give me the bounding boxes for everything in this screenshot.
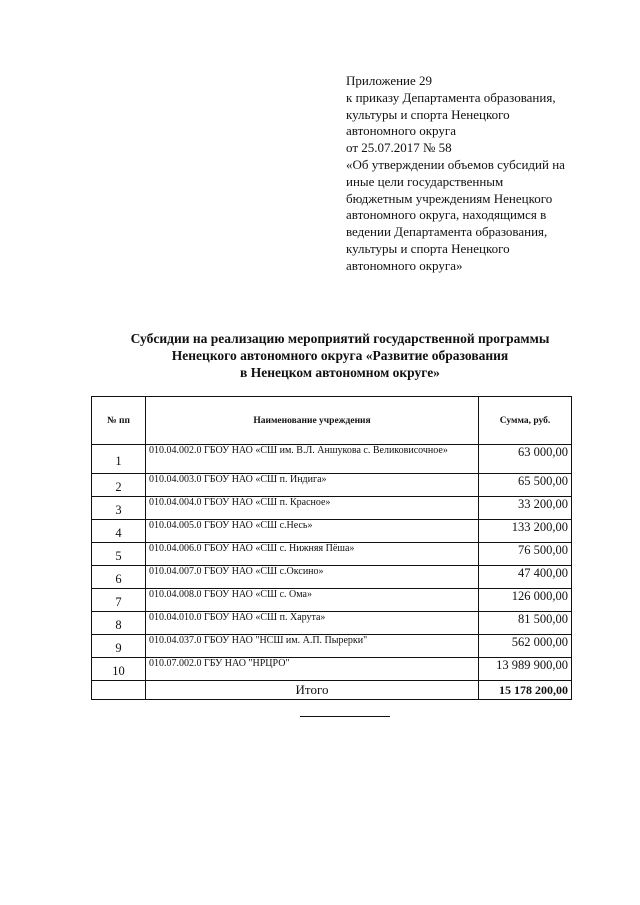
row-name: 010.04.006.0 ГБОУ НАО «СШ с. Нижняя Пёша»	[146, 543, 479, 566]
row-sum: 133 200,00	[479, 520, 572, 543]
appendix-line: к приказу Департамента образования,	[346, 89, 556, 105]
row-num: 9	[92, 635, 146, 658]
table-row	[92, 635, 572, 658]
table-row	[92, 520, 572, 543]
appendix-line: бюджетным учреждениям Ненецкого	[346, 190, 553, 206]
appendix-line: Приложение 29	[346, 73, 433, 88]
row-sum: 76 500,00	[479, 543, 572, 566]
appendix-block	[346, 73, 596, 275]
subsidies-table	[91, 396, 572, 700]
row-num: 8	[92, 612, 146, 635]
appendix-line: культуры и спорта Ненецкого	[346, 240, 510, 256]
row-sum: 81 500,00	[479, 612, 572, 635]
row-name: 010.07.002.0 ГБУ НАО "НРЦРО"	[146, 658, 479, 681]
row-sum: 33 200,00	[479, 497, 572, 520]
row-num: 4	[92, 520, 146, 543]
row-name: 010.04.003.0 ГБОУ НАО «СШ п. Индига»	[146, 474, 479, 497]
appendix-line: автономного округа, находящимся в	[346, 207, 547, 223]
row-sum: 13 989 900,00	[479, 658, 572, 681]
table-row	[92, 497, 572, 520]
appendix-line: культуры и спорта Ненецкого	[346, 106, 510, 122]
row-name: 010.04.004.0 ГБОУ НАО «СШ п. Красное»	[146, 497, 479, 520]
header-name: Наименование учреждения	[146, 397, 479, 445]
row-name: 010.04.007.0 ГБОУ НАО «СШ с.Оксино»	[146, 566, 479, 589]
table-row	[92, 589, 572, 612]
table-row	[92, 474, 572, 497]
appendix-line: автономного округа»	[346, 257, 463, 273]
table-row	[92, 566, 572, 589]
total-row	[92, 681, 572, 700]
title-line-1: Субсидии на реализацию мероприятий государственной программы	[130, 331, 550, 346]
row-sum: 126 000,00	[479, 589, 572, 612]
table-row	[92, 543, 572, 566]
title-line-2: Ненецкого автономного округа «Развитие образования	[171, 348, 509, 363]
row-name: 010.04.002.0 ГБОУ НАО «СШ им. В.Л. Аншукова с. Великовисочное»	[146, 445, 479, 474]
row-num: 6	[92, 566, 146, 589]
title-line-3: в Ненецком автономном округе»	[240, 365, 440, 380]
header-num: № пп	[92, 397, 146, 445]
appendix-line: ведении Департамента образования,	[346, 224, 548, 240]
table-row	[92, 445, 572, 474]
total-label: Итого	[146, 681, 479, 700]
row-name: 010.04.037.0 ГБОУ НАО "НСШ им. А.П. Пырерки"	[146, 635, 479, 658]
row-num: 3	[92, 497, 146, 520]
row-sum: 47 400,00	[479, 566, 572, 589]
total-sum: 15 178 200,00	[479, 681, 572, 700]
row-sum: 562 000,00	[479, 635, 572, 658]
row-name: 010.04.005.0 ГБОУ НАО «СШ с.Несь»	[146, 520, 479, 543]
total-empty-cell	[92, 681, 146, 700]
row-num: 7	[92, 589, 146, 612]
table-row	[92, 612, 572, 635]
row-sum: 65 500,00	[479, 474, 572, 497]
appendix-line: автономного округа	[346, 123, 456, 139]
row-name: 010.04.010.0 ГБОУ НАО «СШ п. Харута»	[146, 612, 479, 635]
table-header-row	[92, 397, 572, 445]
row-num: 2	[92, 474, 146, 497]
row-sum: 63 000,00	[479, 445, 572, 474]
appendix-line: иные цели государственным	[346, 173, 504, 189]
row-name: 010.04.008.0 ГБОУ НАО «СШ с. Ома»	[146, 589, 479, 612]
appendix-line: «Об утверждении объемов субсидий на	[346, 156, 565, 172]
appendix-line: от 25.07.2017 № 58	[346, 140, 452, 156]
row-num: 1	[92, 445, 146, 474]
signature-line	[300, 716, 390, 717]
row-num: 10	[92, 658, 146, 681]
table-row	[92, 658, 572, 681]
header-sum: Сумма, руб.	[479, 397, 572, 445]
document-title	[40, 330, 640, 381]
row-num: 5	[92, 543, 146, 566]
